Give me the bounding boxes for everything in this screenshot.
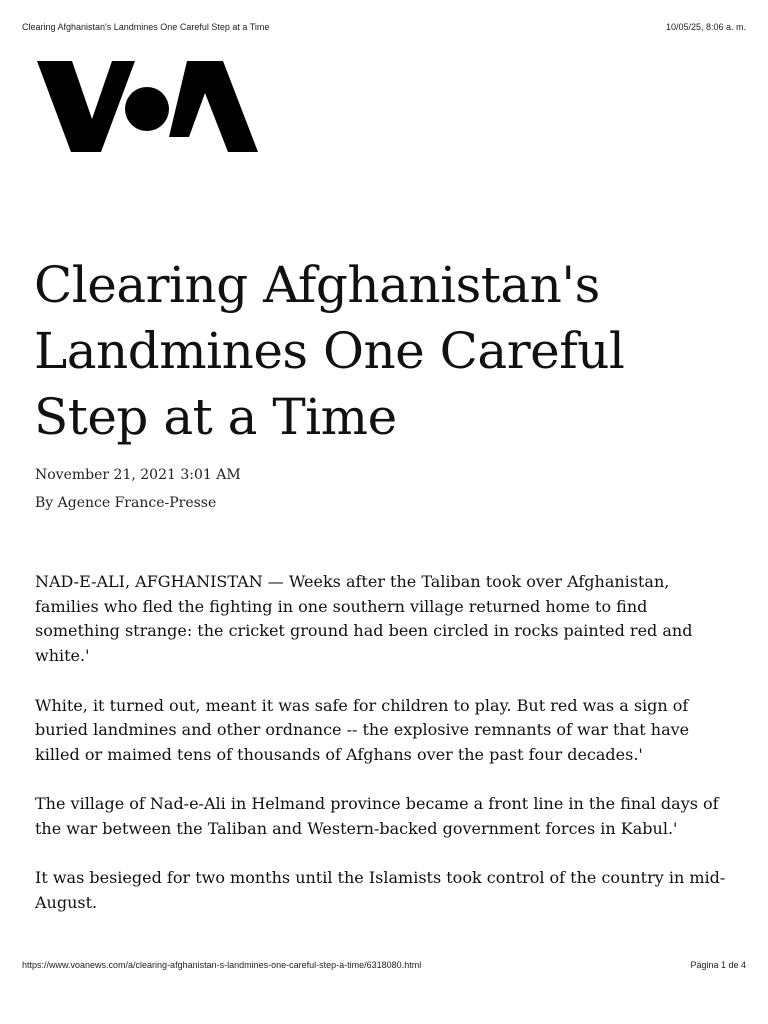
print-footer-page: Página 1 de 4: [690, 960, 746, 970]
print-footer: [22, 960, 746, 970]
voa-logo-letter-v: [37, 61, 135, 152]
article-date: November 21, 2021 3:01 AM: [35, 467, 241, 483]
article-headline: Clearing Afghanistan's Landmines One Careful Step at a Time: [34, 256, 625, 446]
voa-logo-letter-a: [169, 61, 258, 152]
voa-logo-letter-o: [125, 87, 169, 131]
print-header-title: Clearing Afghanistan's Landmines One Careful Step at a Time: [22, 22, 270, 32]
print-header: [22, 22, 746, 32]
article-paragraph: NAD-E-ALI, AFGHANISTAN — Weeks after the Taliban took over Afghanistan, families who fled the fighting in one southern village returned home to find something strange: the cricket ground had been circled in rocks painted red and white.': [35, 572, 693, 666]
article-body: [35, 570, 730, 940]
article-paragraph: White, it turned out, meant it was safe for children to play. But red was a sign of buried landmines and other ordnance -- the explosive remnants of war that have killed or maimed tens of thousands of Afghans over the past four decades.': [35, 695, 690, 764]
article-byline: By Agence France-Presse: [35, 495, 217, 511]
print-header-datetime: 10/05/25, 8:06 a. m.: [665, 22, 746, 32]
print-footer-url[interactable]: https://www.voanews.com/a/clearing-afghanistan-s-landmines-one-careful-step-a-time/6318080.html: [22, 960, 422, 970]
article-paragraph: It was besieged for two months until the Islamists took control of the country in mid-August.: [35, 868, 726, 913]
voa-logo: [37, 61, 258, 152]
article-paragraph: The village of Nad-e-Ali in Helmand province became a front line in the final days of the war between the Taliban and Western-backed government forces in Kabul.': [35, 794, 719, 838]
